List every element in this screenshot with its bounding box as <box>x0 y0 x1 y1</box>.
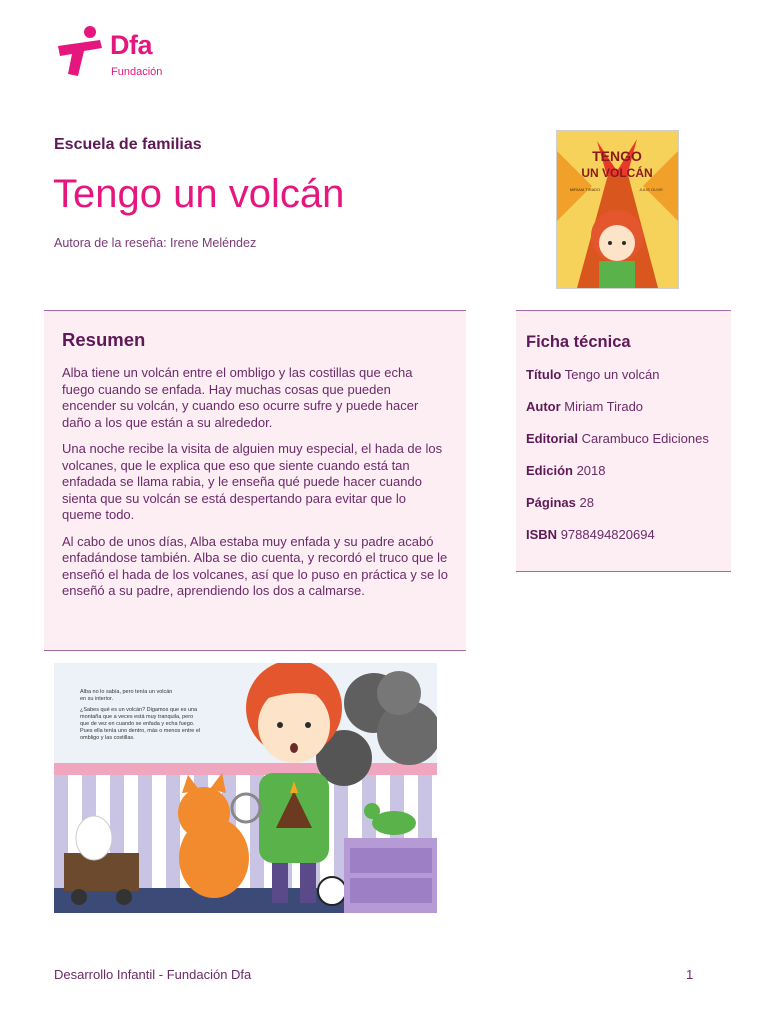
summary-box <box>44 310 466 651</box>
illus-text-7: ombligo y las costillas. <box>80 735 135 741</box>
section-label: Escuela de familias <box>54 136 202 153</box>
sheet-row-pages <box>526 494 721 511</box>
summary-paragraph-1: Alba tiene un volcán entre el ombligo y las costillas que echa fuego cuando se enfada. Hay muchas cosas que pueden encender su volcán, y cuando eso ocurre sufre y puede hacer daño a los que están a su alrededor. <box>62 365 419 430</box>
illus-text-4: montaña que a veces está muy tranquila, pero <box>80 714 194 720</box>
sheet-label: Título <box>526 367 562 382</box>
sheet-value: 9788494820694 <box>560 527 655 542</box>
cover-title-1: TENGO <box>592 148 642 164</box>
sheet-label: Páginas <box>526 495 576 510</box>
logo-brand: Dfa <box>110 30 153 60</box>
illus-text-1: Alba no lo sabía, pero tenía un volcán <box>80 689 173 695</box>
illus-text-5: que de vez en cuando se enfada y echa fuego. <box>80 721 195 727</box>
logo-subtitle: Fundación <box>111 66 163 78</box>
sheet-label: Edición <box>526 463 573 478</box>
sheet-label: ISBN <box>526 527 558 542</box>
summary-paragraph-3: Al cabo de unos días, Alba estaba muy enfada y su padre acabó enfadándose también. Alba se dio cuenta, y recordó el truco que le enseñó el hada de los volcanes, así que lo puso en práctica y se lo enseñó a su padre, aprendiendo los dos a calmarse. <box>62 533 448 598</box>
sheet-value: 2018 <box>576 463 606 478</box>
sheet-value: 28 <box>579 495 594 510</box>
book-cover <box>556 130 679 289</box>
sheet-value: Carambuco Ediciones <box>581 431 709 446</box>
page-number: 1 <box>686 967 694 982</box>
cover-title-2: UN VOLCÁN <box>581 166 653 180</box>
sheet-row-isbn <box>526 526 721 543</box>
dfa-figure-icon <box>54 24 106 80</box>
dfa-logo <box>54 24 174 80</box>
sheet-row-edition <box>526 462 721 479</box>
cover-author-right: JULIE OLIVE <box>639 187 663 192</box>
sheet-row-author <box>526 398 721 415</box>
technical-sheet-heading: Ficha técnica <box>526 333 631 351</box>
sheet-row-publisher <box>526 430 721 447</box>
sheet-label: Autor <box>526 399 561 414</box>
review-author: Autora de la reseña: Irene Meléndez <box>54 236 257 250</box>
summary-heading: Resumen <box>62 329 146 350</box>
technical-sheet <box>516 310 731 572</box>
summary-paragraph-2: Una noche recibe la visita de alguien muy especial, el hada de los volcanes, que le explica que eso que siente cuando está tan enfadada se llama rabia, y le enseña qué puede hacer cuando sienta que su volcán se está despertando para evitar que lo queme todo. <box>62 441 443 522</box>
illus-text-3: ¿Sabes qué es un volcán? Digamos que es una <box>80 707 198 713</box>
footer-text: Desarrollo Infantil - Fundación Dfa <box>54 967 252 982</box>
illus-text-2: en su interior. <box>80 696 114 702</box>
sheet-value: Tengo un volcán <box>564 367 660 382</box>
illus-text-6: Pues ella tenía uno dentro, más o menos entre el <box>80 728 201 734</box>
sheet-value: Miriam Tirado <box>564 399 644 414</box>
book-illustration <box>54 663 437 913</box>
cover-author-left: MIRIAM TIRADO <box>569 187 601 192</box>
page-title: Tengo un volcán <box>53 172 345 216</box>
sheet-label: Editorial <box>526 431 579 446</box>
sheet-row-title <box>526 366 721 383</box>
